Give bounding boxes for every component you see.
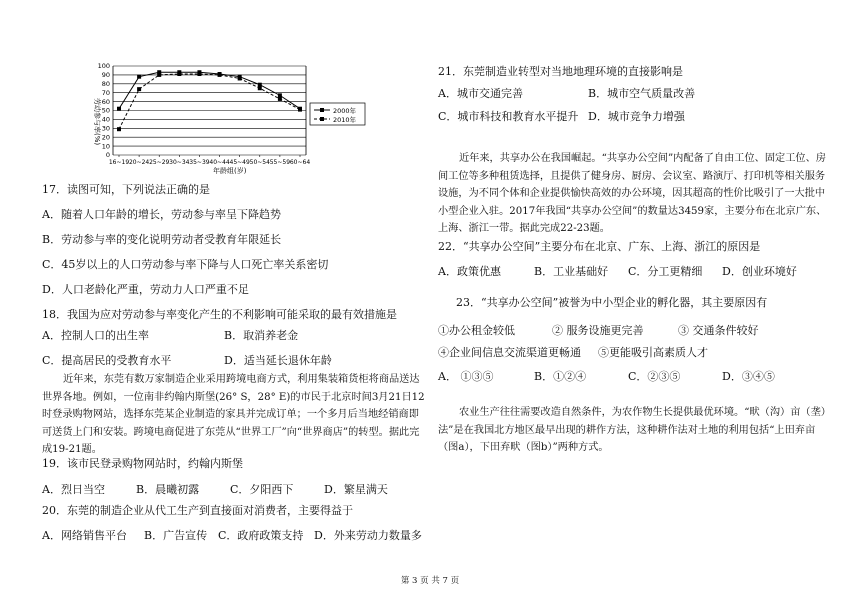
y-tick-label: 30 <box>101 124 110 133</box>
labor-participation-chart <box>80 60 400 175</box>
q18-option-b: B．取消养老金 <box>224 329 299 342</box>
y-tick-label: 10 <box>101 142 110 151</box>
y-tick-label: 100 <box>97 62 110 71</box>
series-point-0 <box>258 83 262 87</box>
series-point-1 <box>278 97 282 101</box>
series-point-0 <box>117 107 121 111</box>
x-tick-label: 40~44 <box>209 159 230 166</box>
chart-ylabel: 劳动参与率(%) <box>93 98 101 146</box>
y-tick-label: 20 <box>101 133 110 142</box>
q20-option-b: B．广告宣传 <box>144 529 208 542</box>
q17-option-c: C．45岁以上的人口劳动参与率下降与人口死亡率关系密切 <box>42 258 329 271</box>
y-tick-label: 70 <box>101 88 110 97</box>
q22-option-d: D．创业环境好 <box>722 265 797 278</box>
q23-item-4: ④企业间信息交流渠道更畅通 <box>438 346 581 359</box>
q20-option-c: C．政府政策支持 <box>218 529 304 542</box>
legend-2010: 2010年 <box>333 116 357 124</box>
x-tick-label: 30~34 <box>169 159 190 166</box>
chart-legend <box>310 103 365 125</box>
q21-option-d: D．城市竞争力增强 <box>588 110 685 123</box>
q20-option-a: A．网络销售平台 <box>42 529 127 542</box>
x-tick-label: 55~59 <box>269 159 291 166</box>
series-point-0 <box>137 75 141 79</box>
legend-2000: 2000年 <box>333 107 357 115</box>
q19-option-a: A．烈日当空 <box>42 483 105 496</box>
y-tick-label: 40 <box>101 115 110 124</box>
y-tick-label: 80 <box>101 80 110 88</box>
q17-option-b: B．劳动参与率的变化说明劳动者受教育年限延长 <box>42 233 282 246</box>
q23-option-b: B．①②④ <box>534 370 587 383</box>
series-point-1 <box>218 73 222 77</box>
y-tick-label: 50 <box>101 106 110 115</box>
q18-option-c: C．提高居民的受教育水平 <box>42 354 172 367</box>
y-tick-label: 0 <box>105 151 110 160</box>
series-point-1 <box>157 73 161 77</box>
q23-item-2: ② 服务设施更完善 <box>552 324 644 337</box>
passage-shared-office: 近年来，共享办公在我国崛起。“共享办公空间”内配备了自由工位、固定工位、房间工位等多种租赁选择，且提供了健身房、厨房、会议室、路演厅、打印机等相关服务设施，为不同个体和企业提供愉快高效的办公环境，因其超高的性价比吸引了一大批中小型企业入驻。2017年我国“共享办公空间”的数量达3459家，主要分布在北京广东、上海、浙江一带。据此完成22-23题。 <box>438 153 827 234</box>
x-tick-label: 35~39 <box>189 159 210 166</box>
q20-option-d: D．外来劳动力数量多 <box>314 529 422 542</box>
q23-option-a: A． ①③⑤ <box>438 370 494 383</box>
y-tick-label: 90 <box>101 71 110 80</box>
q19-option-c: C．夕阳西下 <box>230 483 294 496</box>
q18-stem: 18．我国为应对劳动参与率变化产生的不利影响可能采取的最有效措施是 <box>42 308 397 321</box>
passage-dongguan: 近年来，东莞有数万家制造企业采用跨境电商方式，利用集装箱货柜将商品送达世界各地。例如，一位南非约翰内斯堡(26° S，28° E)的市民于北京时间3月21日12时登录购物网站，选择东莞某企业制造的家具并完成订单；一个多月后当地经销商即可送货上门和安装。跨境电商促进了东莞从“世界工厂”向“世界商店”的转型。据此完成19-21题。 <box>42 374 425 455</box>
q23-item-1: ①办公租金较低 <box>438 324 515 337</box>
q23-item-5: ⑤更能吸引高素质人才 <box>598 346 708 359</box>
q17-option-d: D．人口老龄化严重，劳动力人口严重不足 <box>42 283 249 296</box>
q19-option-b: B．晨曦初露 <box>136 483 200 496</box>
q23-item-3: ③ 交通条件较好 <box>678 324 759 337</box>
q22-stem: 22．“共享办公空间”主要分布在北京、广东、上海、浙江的原因是 <box>438 240 761 253</box>
q23-stem: 23．“共享办公空间”被誉为中小型企业的孵化器，其主要原因有 <box>456 296 768 309</box>
series-point-1 <box>197 72 201 76</box>
series-point-1 <box>137 87 141 91</box>
q21-stem: 21．东莞制造业转型对当地地理环境的直接影响是 <box>438 65 683 78</box>
q17-option-a: A．随着人口年龄的增长，劳动参与率呈下降趋势 <box>42 208 281 221</box>
y-tick-label: 60 <box>101 97 110 106</box>
x-tick-label: 20~24 <box>128 159 150 166</box>
x-tick-label: 25~29 <box>149 159 170 166</box>
chart-xlabel: 年龄组(岁) <box>213 167 247 175</box>
q19-stem: 19．该市民登录购物网站时，约翰内斯堡 <box>42 457 243 470</box>
q21-option-b: B．城市空气质量改善 <box>588 87 696 100</box>
series-point-1 <box>298 108 302 112</box>
q23-option-c: C．②③⑤ <box>628 370 681 383</box>
q17-stem: 17．读图可知，下列说法正确的是 <box>42 183 210 196</box>
x-tick-label: 45~49 <box>229 159 250 166</box>
q23-option-d: D．③④⑤ <box>722 370 775 383</box>
q22-option-c: C．分工更精细 <box>628 265 703 278</box>
series-point-1 <box>177 72 181 76</box>
x-tick-label: 50~54 <box>249 159 270 166</box>
page-footer: 第 3 页 共 7 页 <box>400 576 460 586</box>
q22-option-b: B．工业基础好 <box>534 265 609 278</box>
series-point-1 <box>117 127 121 131</box>
q18-option-a: A．控制人口的出生率 <box>42 329 149 342</box>
x-tick-label: 16~19 <box>108 159 130 166</box>
q21-option-c: C．城市科技和教育水平提升 <box>438 110 579 123</box>
q20-stem: 20．东莞的制造企业从代工生产到直接面对消费者，主要得益于 <box>42 504 353 517</box>
x-tick-label: 60~64 <box>289 159 311 166</box>
q18-option-d: D．适当延长退休年龄 <box>224 354 332 367</box>
passage-agriculture: 农业生产往往需要改造自然条件，为农作物生长提供最优环境。“畎（沟）亩（垄）法”是在我国北方地区最早出现的耕作方法，这种耕作法对土地的利用包括“上田弃亩（图a），下田弃畎（图b）”两种方式。 <box>438 407 826 453</box>
series-point-1 <box>258 86 262 90</box>
q19-option-d: D．繁星满天 <box>324 483 388 496</box>
q22-option-a: A．政策优惠 <box>438 265 501 278</box>
q21-option-a: A．城市交通完善 <box>438 87 523 100</box>
series-line-0 <box>119 72 300 108</box>
series-point-0 <box>278 93 282 97</box>
series-point-1 <box>238 76 242 80</box>
